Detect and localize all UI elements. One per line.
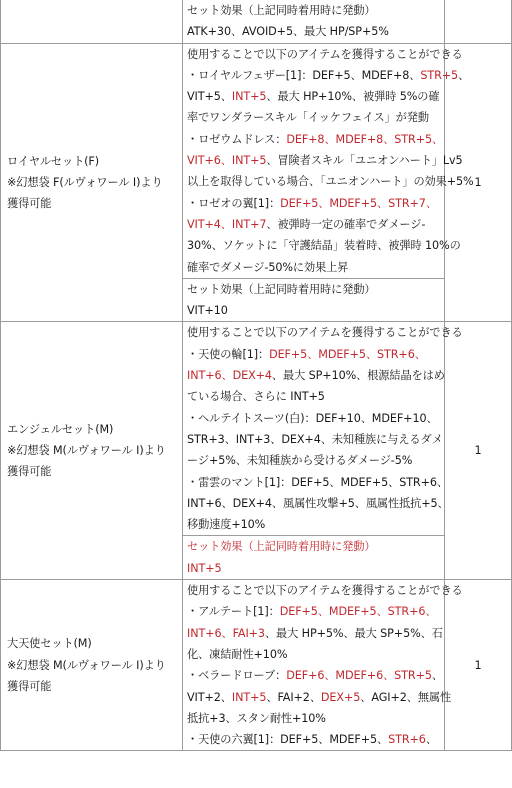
highlighted-text: INT+5 — [187, 561, 222, 575]
table-row — [1, 0, 512, 43]
item-content-cell — [183, 322, 463, 536]
text-segment: 使用することで以下のアイテムを獲得することができる — [187, 326, 463, 340]
text-segment: ・ヘルテイトスーツ(白)：DEF+10、MDEF+10、 — [187, 411, 438, 425]
text-segment: 、最大 HP+10%、被弾時 5%の確 — [266, 90, 440, 104]
content-line — [187, 429, 443, 450]
highlighted-text: DEF+8、MDEF+8、STR+5、 — [286, 132, 444, 146]
item-content-cell — [183, 43, 474, 278]
content-line — [187, 21, 440, 42]
content-line — [187, 514, 440, 535]
table-row — [1, 580, 512, 751]
text-segment: 化、凍結耐性+10% — [187, 647, 288, 661]
text-segment: 使用することで以下のアイテムを獲得することができる — [187, 584, 463, 598]
content-line — [187, 687, 452, 708]
content-line — [187, 601, 440, 622]
text-segment: ・天使の六翼[1]：DEF+5、MDEF+5、 — [187, 733, 389, 747]
highlighted-text: VIT+6、INT+5 — [187, 154, 267, 168]
text-segment: 抵抗+3、スタン耐性+10% — [187, 711, 326, 725]
table-row — [1, 322, 512, 536]
content-line — [187, 536, 440, 557]
highlighted-text: DEX+5 — [320, 690, 361, 704]
item-name-line: ※幻想袋 M(ルヴォワール Ⅰ)より — [7, 658, 166, 672]
content-line — [187, 214, 440, 235]
highlighted-text: DEF+5、MDEF+5、STR+6、 — [279, 605, 437, 619]
item-content-cell — [183, 580, 463, 751]
content-line — [187, 493, 449, 514]
content-line — [187, 129, 444, 150]
item-name-line: ※幻想袋 M(ルヴォワール Ⅰ)より — [7, 444, 166, 458]
highlighted-text: STR+5 — [420, 68, 459, 82]
text-segment: 、被弾時一定の確率でダメージ- — [266, 217, 426, 231]
content-line — [187, 150, 463, 171]
content-line — [187, 386, 440, 407]
text-segment: ている場合、さらに INT+5 — [187, 390, 325, 404]
highlighted-text: INT+5 — [231, 90, 267, 104]
highlighted-text: セット効果（上記同時着用時に発動） — [187, 540, 376, 554]
text-segment: ・アルテート[1]： — [187, 605, 280, 619]
item-name-line: エンジェルセット(M) — [7, 422, 114, 436]
text-segment: 、最大 HP+5%、最大 SP+5%、石 — [264, 626, 443, 640]
content-line — [187, 107, 440, 128]
text-segment: ージ+5%、未知種族から受けるダメージ-5% — [187, 454, 413, 468]
text-segment: 、冒険者スキル「ユニオンハート」Lv5 — [266, 154, 463, 168]
content-line — [187, 408, 440, 429]
text-segment: VIT+5、 — [187, 90, 232, 104]
text-segment: INT+6、DEX+4、風属性攻撃+5、風属性抵抗+5、 — [187, 496, 449, 510]
text-segment: ・ロゼウムドレス： — [187, 132, 287, 146]
content-line — [187, 708, 440, 729]
text-segment: ・ロイヤルフェザー[1]：DEF+5、MDEF+8、 — [187, 68, 421, 82]
text-segment: VIT+2、 — [187, 690, 232, 704]
highlighted-text: VIT+4、INT+7 — [187, 217, 267, 231]
quantity-cell — [445, 0, 512, 43]
text-segment: 、AGI+2、無属性 — [360, 690, 452, 704]
text-segment: 移動速度+10% — [187, 518, 266, 532]
highlighted-text: DEF+5、MDEF+5、STR+7、 — [280, 196, 437, 210]
quantity-cell: 1 — [445, 43, 512, 322]
content-line — [187, 558, 440, 579]
text-segment: セット効果（上記同時着用時に発動） — [187, 282, 376, 296]
text-segment: 確率でダメージ-50%に効果上昇 — [187, 260, 349, 274]
table-row — [1, 43, 512, 278]
content-line — [187, 300, 440, 321]
content-line — [187, 235, 461, 256]
text-segment: ・雷雲のマント[1]：DEF+5、MDEF+5、STR+6、 — [187, 475, 448, 489]
text-segment: ・ロゼオの翼[1]： — [187, 196, 281, 210]
item-name-line: 獲得可能 — [7, 197, 52, 211]
item-name-cell — [1, 43, 183, 322]
quantity-cell: 1 — [445, 580, 512, 751]
item-name-cell — [1, 580, 183, 751]
content-line — [187, 0, 440, 21]
text-segment: VIT+10 — [187, 304, 228, 318]
item-content-cell — [183, 0, 445, 43]
content-line — [187, 257, 440, 278]
content-line — [187, 322, 463, 343]
content-line — [187, 729, 440, 750]
text-segment: 30%、ソケットに「守護結晶」装着時、被弾時 10%の — [187, 239, 461, 253]
content-line — [187, 65, 470, 86]
content-line — [187, 623, 443, 644]
item-name-line: ロイヤルセット(F) — [7, 154, 100, 168]
content-line — [187, 665, 443, 686]
item-name-line: 大天使セット(M) — [7, 637, 92, 651]
item-name-cell — [1, 322, 183, 580]
quantity-cell: 1 — [445, 322, 512, 580]
item-name-line: 獲得可能 — [7, 465, 52, 479]
item-content-cell — [183, 278, 445, 322]
content-line — [187, 644, 440, 665]
text-segment: 使用することで以下のアイテムを獲得することができる — [187, 47, 463, 61]
text-segment: セット効果（上記同時着用時に発動） — [187, 4, 376, 17]
content-line — [187, 344, 440, 365]
highlighted-text: INT+5 — [231, 690, 267, 704]
text-segment: ・天使の輪[1]： — [187, 347, 270, 361]
text-segment: 、 — [425, 733, 437, 747]
content-line — [187, 171, 474, 192]
text-segment: ATK+30、AVOID+5、最大 HP/SP+5% — [187, 25, 389, 39]
content-line — [187, 86, 440, 107]
text-segment: STR+3、INT+3、DEX+4、未知種族に与えるダメ — [187, 432, 443, 446]
item-name-line: 獲得可能 — [7, 679, 52, 693]
content-line — [187, 365, 445, 386]
text-segment: 、最大 SP+10%、根源結晶をはめ — [271, 369, 445, 383]
text-segment: 、 — [431, 669, 443, 683]
text-segment: 以上を取得している場合、「ユニオンハート」の効果+5% — [187, 175, 474, 189]
content-line — [187, 279, 440, 300]
highlighted-text: STR+6 — [388, 733, 426, 747]
highlighted-text: DEF+6、MDEF+6、STR+5 — [286, 669, 432, 683]
highlighted-text: INT+6、FAI+3 — [187, 626, 265, 640]
content-line — [187, 580, 463, 601]
highlighted-text: DEF+5、MDEF+5、STR+6、 — [269, 347, 426, 361]
item-name-line: ※幻想袋 F(ルヴォワール Ⅰ)より — [7, 175, 163, 189]
content-line — [187, 472, 448, 493]
item-content-cell — [183, 536, 445, 580]
text-segment: ・ベラードローブ： — [187, 669, 287, 683]
content-line — [187, 450, 440, 471]
text-segment: 、 — [458, 68, 470, 82]
text-segment: 、FAI+2、 — [266, 690, 321, 704]
content-line — [187, 44, 463, 65]
item-name-cell — [1, 0, 183, 43]
highlighted-text: INT+6、DEX+4 — [187, 369, 272, 383]
text-segment: 率でワンダラースキル「イッケフェイス」が発動 — [187, 111, 429, 125]
content-line — [187, 193, 440, 214]
